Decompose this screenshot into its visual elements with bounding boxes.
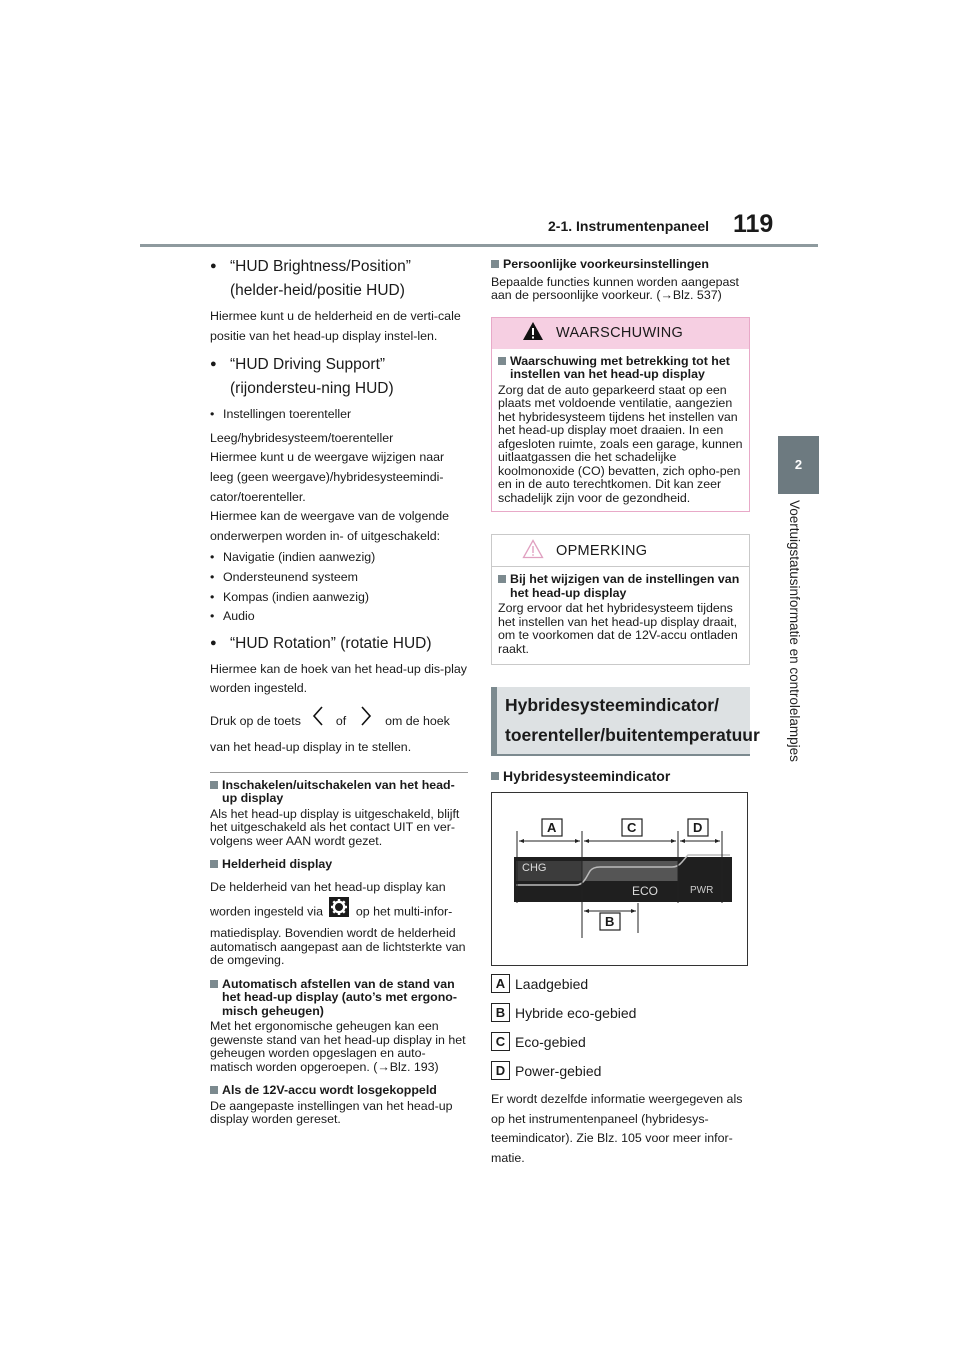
- subsection-title: Hybridesysteemindicator: [491, 768, 750, 784]
- note-body: [492, 567, 749, 664]
- paragraph: Hiermee kunt u de weergave wijzigen naar leeg (geen weergave)/hybridesysteemindi-cator/toerenteller.: [210, 450, 445, 504]
- page-number: 119: [733, 210, 774, 238]
- press-text-b: om de hoek: [385, 713, 450, 728]
- subsection-title: Als de 12V-accu wordt losgekoppeld: [210, 1084, 468, 1098]
- chapter-tab[interactable]: 2: [778, 436, 819, 494]
- subsection-title: Inschakelen/uitschakelen van het head-up display: [210, 779, 468, 806]
- paragraph: matiedisplay. Bovendien wordt de helderheid automatisch aangepast aan de lichtsterkte van de omgeving.: [210, 926, 466, 968]
- list-item: • Kompas (indien aanwezig): [210, 588, 468, 608]
- subsection-title: Automatisch afstellen van de stand van het head-up display (auto’s met ergono-misch geheugen): [210, 978, 468, 1019]
- warning-header: [492, 318, 749, 349]
- warning-icon: [522, 321, 544, 345]
- paragraph: Hiermee kunt u de helderheid en de verti-cale positie van het head-up display instel-len.: [210, 309, 461, 343]
- legend-key: B: [491, 1003, 510, 1022]
- legend-label: Hybride eco-gebied: [515, 1004, 637, 1021]
- paragraph: [210, 897, 468, 927]
- bullet-hud-rotation: ● “HUD Rotation” (rotatie HUD): [210, 631, 468, 656]
- note-header: [492, 535, 749, 567]
- chevron-left-icon: [312, 705, 324, 738]
- paragraph: Bepaalde functies kunnen worden aangepast aan de persoonlijke voorkeur. (→Blz. 537): [491, 274, 740, 302]
- press-text-of: of: [335, 713, 347, 728]
- note-title: OPMERKING: [556, 542, 648, 559]
- warning-title: WAARSCHUWING: [556, 325, 684, 341]
- chapter-tab-title: Voertuigstatusinformatie en controlelampjes: [787, 500, 802, 762]
- bullet-hud-driving-support: ● “HUD Driving Support” (rijondersteu-ning HUD): [210, 352, 468, 401]
- legend-item: [491, 1032, 750, 1051]
- legend-key: A: [491, 974, 510, 993]
- left-column: [210, 254, 468, 1135]
- fig-callout-c: C: [627, 820, 637, 835]
- subsection-title: Persoonlijke voorkeursinstellingen: [491, 258, 750, 272]
- note-subtitle: Bij het wijzigen van de instellingen van het head-up display: [498, 573, 745, 600]
- paragraph: Als het head-up display is uitgeschakeld, blijft het uitgeschakeld als het contact UIT en ver-volgens weer AAN wordt gezet.: [210, 806, 460, 848]
- legend-item: [491, 1061, 750, 1080]
- text: op het multi-infor-: [355, 904, 453, 919]
- list-item: • Audio: [210, 607, 468, 627]
- warning-body: [492, 349, 749, 512]
- note-box: [491, 534, 750, 665]
- legend-label: Power-gebied: [515, 1062, 602, 1079]
- list-item: • Navigatie (indien aanwezig): [210, 548, 468, 568]
- list-item: • Ondersteunend systeem: [210, 568, 468, 588]
- section-title: 2-1. Instrumentenpaneel: [548, 218, 710, 234]
- press-text-a: Druk op de toets: [210, 713, 301, 728]
- paragraph: van het head-up display in te stellen.: [210, 739, 412, 754]
- legend-key: D: [491, 1061, 510, 1080]
- fig-label-pwr: PWR: [690, 885, 714, 896]
- caution-icon: [522, 539, 544, 563]
- paragraph: Met het ergonomische geheugen kan een gewenste stand van het head-up display in het geheugen worden opgeslagen en auto-matisch worden opgeroepen. (→Blz. 193): [210, 1019, 466, 1074]
- paragraph: Hiermee kan de hoek van het head-up dis-play worden ingesteld.: [210, 661, 467, 696]
- legend-label: Laadgebied: [515, 975, 589, 992]
- fig-callout-b: B: [605, 914, 615, 929]
- hybrid-indicator-figure: [491, 792, 748, 966]
- fig-callout-d: D: [693, 820, 703, 835]
- section-heading-line: Hybridesysteemindicator/: [505, 695, 719, 715]
- warning-box: [491, 317, 750, 513]
- list: [210, 405, 468, 425]
- paragraph: De aangepaste instellingen van het head-up display worden gereset.: [210, 1098, 453, 1127]
- warning-text: Zorg dat de auto geparkeerd staat op een plaats met voldoende ventilatie, aangezien het hybridesysteem tijdens het instellen van het head-up display moet draaien. In een afgesloten ruimte, zoals een garage, kunnen uitlaatgassen die het schadelijke koolmonoxide (CO) bevatten, zich opho-pen en in de auto terechtkomen. Dit kan zeer schadelijk zijn voor de gezondheid.: [498, 382, 743, 505]
- legend-label: Eco-gebied: [515, 1033, 586, 1050]
- legend-item: [491, 1003, 750, 1022]
- note-text: Zorg ervoor dat het hybridesysteem tijdens het instellen van het head-up display draait, om te voorkomen dat de 12V-accu ontladen raakt.: [498, 601, 738, 656]
- fig-label-chg: CHG: [522, 862, 547, 874]
- right-column: [491, 254, 760, 1174]
- section-heading-line: toerenteller/buitentemperatuur: [505, 725, 760, 745]
- bullet-hud-brightness: ● “HUD Brightness/Position” (helder-heid/positie HUD): [210, 254, 468, 303]
- gear-icon: [329, 897, 349, 927]
- header-rule: [140, 244, 818, 247]
- list-item: • Instellingen toerenteller: [210, 405, 468, 425]
- warning-subtitle: Waarschuwing met betrekking tot het instellen van het head-up display: [498, 355, 745, 382]
- paragraph: De helderheid van het head-up display kan: [210, 879, 446, 894]
- fig-label-eco: ECO: [632, 884, 659, 898]
- chevron-right-icon: [360, 705, 372, 738]
- list: [210, 548, 468, 626]
- paragraph: Leeg/hybridesysteem/toerenteller: [210, 430, 394, 445]
- section-heading: [491, 687, 760, 756]
- paragraph-press: [210, 705, 468, 738]
- paragraph: Hiermee kan de weergave van de volgende onderwerpen worden in- of uitgeschakeld:: [210, 509, 450, 543]
- legend-item: [491, 974, 750, 993]
- divider: [210, 772, 468, 773]
- text: worden ingesteld via: [210, 904, 323, 919]
- subsection-title: Helderheid display: [210, 858, 468, 872]
- fig-callout-a: A: [547, 820, 557, 835]
- paragraph: Er wordt dezelfde informatie weergegeven als op het instrumentenpaneel (hybridesys-teemindicator). Zie Blz. 105 voor meer infor-matie.: [491, 1092, 743, 1165]
- legend-key: C: [491, 1032, 510, 1051]
